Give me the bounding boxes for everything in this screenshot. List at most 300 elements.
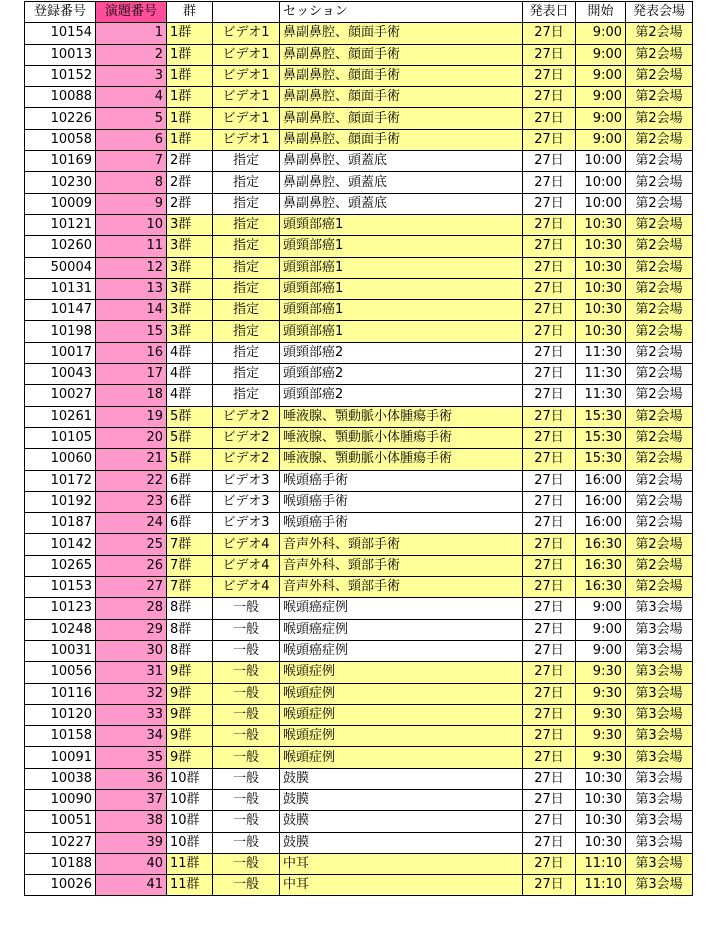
type-cell[interactable]: ビデオ1 [213,108,280,129]
registration-number-cell[interactable]: 10192 [25,491,96,512]
abstract-number-cell[interactable]: 4 [96,87,167,108]
start-time-cell[interactable]: 9:00 [576,87,626,108]
date-cell[interactable]: 27日 [523,598,576,619]
room-cell[interactable]: 第3会場 [626,640,693,661]
registration-number-cell[interactable]: 10187 [25,513,96,534]
room-cell[interactable]: 第2会場 [626,449,693,470]
group-cell[interactable]: 8群 [167,598,213,619]
start-time-cell[interactable]: 10:00 [576,172,626,193]
type-cell[interactable]: 一般 [213,619,280,640]
type-cell[interactable]: 指定 [213,342,280,363]
date-cell[interactable]: 27日 [523,640,576,661]
date-cell[interactable]: 27日 [523,683,576,704]
session-cell[interactable]: 喉頭癌手術 [280,513,523,534]
session-cell[interactable]: 音声外科、頸部手術 [280,577,523,598]
session-cell[interactable]: 中耳 [280,875,523,896]
room-cell[interactable]: 第2会場 [626,364,693,385]
date-cell[interactable]: 27日 [523,364,576,385]
group-cell[interactable]: 3群 [167,236,213,257]
date-cell[interactable]: 27日 [523,236,576,257]
room-cell[interactable]: 第2会場 [626,406,693,427]
abstract-number-cell[interactable]: 32 [96,683,167,704]
start-time-cell[interactable]: 9:00 [576,619,626,640]
abstract-number-cell[interactable]: 19 [96,406,167,427]
registration-number-cell[interactable]: 10226 [25,108,96,129]
registration-number-cell[interactable]: 10043 [25,364,96,385]
session-cell[interactable]: 鼻副鼻腔、頭蓋底 [280,193,523,214]
date-cell[interactable]: 27日 [523,832,576,853]
group-cell[interactable]: 9群 [167,662,213,683]
session-cell[interactable]: 喉頭症例 [280,662,523,683]
start-time-cell[interactable]: 9:00 [576,108,626,129]
room-cell[interactable]: 第3会場 [626,832,693,853]
session-cell[interactable]: 鼻副鼻腔、顔面手術 [280,129,523,150]
group-cell[interactable]: 1群 [167,87,213,108]
start-time-cell[interactable]: 9:00 [576,598,626,619]
abstract-number-cell[interactable]: 15 [96,321,167,342]
session-cell[interactable]: 鼓膜 [280,811,523,832]
session-cell[interactable]: 喉頭症例 [280,747,523,768]
abstract-number-cell[interactable]: 6 [96,129,167,150]
abstract-number-cell[interactable]: 17 [96,364,167,385]
group-cell[interactable]: 9群 [167,704,213,725]
start-time-cell[interactable]: 9:30 [576,683,626,704]
type-cell[interactable]: ビデオ4 [213,534,280,555]
room-cell[interactable]: 第2会場 [626,108,693,129]
type-cell[interactable]: 指定 [213,257,280,278]
start-time-cell[interactable]: 16:00 [576,491,626,512]
date-cell[interactable]: 27日 [523,577,576,598]
start-time-cell[interactable]: 9:00 [576,44,626,65]
registration-number-cell[interactable]: 10227 [25,832,96,853]
room-cell[interactable]: 第3会場 [626,683,693,704]
type-cell[interactable]: 指定 [213,193,280,214]
date-cell[interactable]: 27日 [523,300,576,321]
date-cell[interactable]: 27日 [523,23,576,44]
room-cell[interactable]: 第2会場 [626,470,693,491]
abstract-number-cell[interactable]: 12 [96,257,167,278]
registration-number-cell[interactable]: 10158 [25,726,96,747]
registration-number-cell[interactable]: 10031 [25,640,96,661]
session-cell[interactable]: 喉頭癌手術 [280,470,523,491]
date-cell[interactable]: 27日 [523,534,576,555]
start-time-cell[interactable]: 16:00 [576,513,626,534]
group-cell[interactable]: 1群 [167,129,213,150]
room-cell[interactable]: 第2会場 [626,385,693,406]
group-cell[interactable]: 10群 [167,789,213,810]
group-cell[interactable]: 6群 [167,491,213,512]
registration-number-cell[interactable]: 10169 [25,151,96,172]
session-cell[interactable]: 鼓膜 [280,832,523,853]
type-cell[interactable]: 指定 [213,214,280,235]
room-cell[interactable]: 第2会場 [626,151,693,172]
abstract-number-cell[interactable]: 38 [96,811,167,832]
start-time-cell[interactable]: 10:30 [576,768,626,789]
group-cell[interactable]: 10群 [167,811,213,832]
registration-number-cell[interactable]: 10154 [25,23,96,44]
room-cell[interactable]: 第3会場 [626,598,693,619]
start-time-cell[interactable]: 11:30 [576,364,626,385]
date-cell[interactable]: 27日 [523,662,576,683]
registration-number-cell[interactable]: 50004 [25,257,96,278]
start-time-cell[interactable]: 10:30 [576,278,626,299]
date-cell[interactable]: 27日 [523,811,576,832]
registration-number-cell[interactable]: 10123 [25,598,96,619]
registration-number-cell[interactable]: 10017 [25,342,96,363]
registration-number-cell[interactable]: 10058 [25,129,96,150]
date-cell[interactable]: 27日 [523,214,576,235]
session-cell[interactable]: 喉頭症例 [280,704,523,725]
session-cell[interactable]: 鼻副鼻腔、頭蓋底 [280,151,523,172]
group-cell[interactable]: 6群 [167,470,213,491]
start-time-cell[interactable]: 9:30 [576,747,626,768]
registration-number-cell[interactable]: 10051 [25,811,96,832]
abstract-number-cell[interactable]: 41 [96,875,167,896]
session-cell[interactable]: 喉頭癌症例 [280,598,523,619]
abstract-number-cell[interactable]: 33 [96,704,167,725]
start-time-cell[interactable]: 9:30 [576,662,626,683]
room-cell[interactable]: 第2会場 [626,214,693,235]
type-cell[interactable]: 指定 [213,321,280,342]
room-cell[interactable]: 第2会場 [626,577,693,598]
type-cell[interactable]: ビデオ2 [213,427,280,448]
session-cell[interactable]: 頭頸部癌2 [280,385,523,406]
registration-number-cell[interactable]: 10091 [25,747,96,768]
room-cell[interactable]: 第2会場 [626,172,693,193]
group-cell[interactable]: 9群 [167,747,213,768]
room-cell[interactable]: 第2会場 [626,193,693,214]
group-cell[interactable]: 4群 [167,385,213,406]
abstract-number-cell[interactable]: 22 [96,470,167,491]
session-cell[interactable]: 喉頭癌手術 [280,491,523,512]
group-cell[interactable]: 11群 [167,875,213,896]
abstract-number-cell[interactable]: 37 [96,789,167,810]
session-cell[interactable]: 鼓膜 [280,789,523,810]
registration-number-cell[interactable]: 10188 [25,853,96,874]
type-cell[interactable]: 一般 [213,811,280,832]
room-cell[interactable]: 第3会場 [626,875,693,896]
room-cell[interactable]: 第3会場 [626,853,693,874]
registration-number-cell[interactable]: 10152 [25,65,96,86]
session-cell[interactable]: 唾液腺、顎動脈小体腫瘍手術 [280,406,523,427]
group-cell[interactable]: 3群 [167,321,213,342]
group-cell[interactable]: 8群 [167,640,213,661]
date-cell[interactable]: 27日 [523,342,576,363]
type-cell[interactable]: ビデオ4 [213,555,280,576]
type-cell[interactable]: 指定 [213,172,280,193]
registration-number-cell[interactable]: 10230 [25,172,96,193]
type-cell[interactable]: ビデオ2 [213,406,280,427]
type-cell[interactable]: ビデオ1 [213,65,280,86]
room-cell[interactable]: 第2会場 [626,65,693,86]
start-time-cell[interactable]: 9:00 [576,640,626,661]
registration-number-cell[interactable]: 10009 [25,193,96,214]
group-cell[interactable]: 2群 [167,151,213,172]
room-cell[interactable]: 第3会場 [626,789,693,810]
session-cell[interactable]: 頭頸部癌1 [280,214,523,235]
registration-number-cell[interactable]: 10060 [25,449,96,470]
group-cell[interactable]: 6群 [167,513,213,534]
session-cell[interactable]: 鼻副鼻腔、顔面手術 [280,108,523,129]
room-cell[interactable]: 第2会場 [626,44,693,65]
abstract-number-cell[interactable]: 31 [96,662,167,683]
start-time-cell[interactable]: 15:30 [576,406,626,427]
registration-number-cell[interactable]: 10121 [25,214,96,235]
start-time-cell[interactable]: 11:30 [576,342,626,363]
group-cell[interactable]: 3群 [167,278,213,299]
date-cell[interactable]: 27日 [523,726,576,747]
start-time-cell[interactable]: 10:30 [576,832,626,853]
room-cell[interactable]: 第3会場 [626,768,693,789]
type-cell[interactable]: 指定 [213,385,280,406]
group-cell[interactable]: 4群 [167,364,213,385]
abstract-number-cell[interactable]: 39 [96,832,167,853]
start-time-cell[interactable]: 10:30 [576,789,626,810]
type-cell[interactable]: ビデオ1 [213,87,280,108]
start-time-cell[interactable]: 10:30 [576,300,626,321]
start-time-cell[interactable]: 10:30 [576,236,626,257]
abstract-number-cell[interactable]: 13 [96,278,167,299]
registration-number-cell[interactable]: 10147 [25,300,96,321]
type-cell[interactable]: 指定 [213,278,280,299]
registration-number-cell[interactable]: 10090 [25,789,96,810]
type-cell[interactable]: 一般 [213,640,280,661]
registration-number-cell[interactable]: 10105 [25,427,96,448]
group-cell[interactable]: 8群 [167,619,213,640]
registration-number-cell[interactable]: 10116 [25,683,96,704]
room-cell[interactable]: 第3会場 [626,747,693,768]
start-time-cell[interactable]: 9:30 [576,704,626,725]
session-cell[interactable]: 頭頸部癌1 [280,300,523,321]
room-cell[interactable]: 第2会場 [626,129,693,150]
type-cell[interactable]: 一般 [213,853,280,874]
header-start-time[interactable]: 開始 [576,2,626,23]
registration-number-cell[interactable]: 10131 [25,278,96,299]
room-cell[interactable]: 第2会場 [626,427,693,448]
registration-number-cell[interactable]: 10056 [25,662,96,683]
type-cell[interactable]: ビデオ1 [213,129,280,150]
group-cell[interactable]: 9群 [167,726,213,747]
group-cell[interactable]: 5群 [167,449,213,470]
header-group[interactable]: 群 [167,2,213,23]
abstract-number-cell[interactable]: 11 [96,236,167,257]
type-cell[interactable]: ビデオ1 [213,23,280,44]
group-cell[interactable]: 4群 [167,342,213,363]
room-cell[interactable]: 第2会場 [626,534,693,555]
group-cell[interactable]: 3群 [167,300,213,321]
date-cell[interactable]: 27日 [523,65,576,86]
abstract-number-cell[interactable]: 5 [96,108,167,129]
session-cell[interactable]: 頭頸部癌1 [280,278,523,299]
session-cell[interactable]: 鼻副鼻腔、顔面手術 [280,23,523,44]
type-cell[interactable]: ビデオ4 [213,577,280,598]
room-cell[interactable]: 第2会場 [626,300,693,321]
date-cell[interactable]: 27日 [523,129,576,150]
date-cell[interactable]: 27日 [523,875,576,896]
session-cell[interactable]: 頭頸部癌1 [280,321,523,342]
group-cell[interactable]: 7群 [167,555,213,576]
header-abstract-number[interactable]: 演題番号 [96,2,167,23]
type-cell[interactable]: 一般 [213,598,280,619]
date-cell[interactable]: 27日 [523,768,576,789]
abstract-number-cell[interactable]: 28 [96,598,167,619]
room-cell[interactable]: 第2会場 [626,555,693,576]
date-cell[interactable]: 27日 [523,470,576,491]
start-time-cell[interactable]: 15:30 [576,449,626,470]
date-cell[interactable]: 27日 [523,853,576,874]
group-cell[interactable]: 3群 [167,257,213,278]
start-time-cell[interactable]: 9:30 [576,726,626,747]
session-cell[interactable]: 頭頸部癌1 [280,257,523,278]
room-cell[interactable]: 第2会場 [626,87,693,108]
room-cell[interactable]: 第3会場 [626,726,693,747]
registration-number-cell[interactable]: 10260 [25,236,96,257]
start-time-cell[interactable]: 16:30 [576,555,626,576]
registration-number-cell[interactable]: 10142 [25,534,96,555]
group-cell[interactable]: 7群 [167,534,213,555]
date-cell[interactable]: 27日 [523,278,576,299]
start-time-cell[interactable]: 16:30 [576,534,626,555]
session-cell[interactable]: 喉頭癌症例 [280,619,523,640]
start-time-cell[interactable]: 11:10 [576,853,626,874]
date-cell[interactable]: 27日 [523,491,576,512]
type-cell[interactable]: 一般 [213,768,280,789]
room-cell[interactable]: 第2会場 [626,236,693,257]
abstract-number-cell[interactable]: 35 [96,747,167,768]
session-cell[interactable]: 鼓膜 [280,768,523,789]
start-time-cell[interactable]: 9:00 [576,23,626,44]
header-type[interactable] [213,2,280,23]
header-presentation-date[interactable]: 発表日 [523,2,576,23]
type-cell[interactable]: 一般 [213,683,280,704]
group-cell[interactable]: 5群 [167,427,213,448]
date-cell[interactable]: 27日 [523,172,576,193]
header-session[interactable]: セッション [280,2,523,23]
session-cell[interactable]: 唾液腺、顎動脈小体腫瘍手術 [280,449,523,470]
group-cell[interactable]: 5群 [167,406,213,427]
abstract-number-cell[interactable]: 14 [96,300,167,321]
registration-number-cell[interactable]: 10153 [25,577,96,598]
session-cell[interactable]: 音声外科、頸部手術 [280,534,523,555]
date-cell[interactable]: 27日 [523,151,576,172]
room-cell[interactable]: 第3会場 [626,811,693,832]
start-time-cell[interactable]: 10:30 [576,321,626,342]
group-cell[interactable]: 1群 [167,65,213,86]
abstract-number-cell[interactable]: 36 [96,768,167,789]
group-cell[interactable]: 1群 [167,44,213,65]
date-cell[interactable]: 27日 [523,406,576,427]
date-cell[interactable]: 27日 [523,108,576,129]
abstract-number-cell[interactable]: 24 [96,513,167,534]
date-cell[interactable]: 27日 [523,555,576,576]
date-cell[interactable]: 27日 [523,44,576,65]
date-cell[interactable]: 27日 [523,193,576,214]
group-cell[interactable]: 3群 [167,214,213,235]
group-cell[interactable]: 9群 [167,683,213,704]
session-cell[interactable]: 鼻副鼻腔、頭蓋底 [280,172,523,193]
date-cell[interactable]: 27日 [523,513,576,534]
date-cell[interactable]: 27日 [523,427,576,448]
registration-number-cell[interactable]: 10172 [25,470,96,491]
date-cell[interactable]: 27日 [523,87,576,108]
abstract-number-cell[interactable]: 27 [96,577,167,598]
type-cell[interactable]: 指定 [213,151,280,172]
type-cell[interactable]: ビデオ3 [213,513,280,534]
abstract-number-cell[interactable]: 30 [96,640,167,661]
abstract-number-cell[interactable]: 9 [96,193,167,214]
type-cell[interactable]: 指定 [213,236,280,257]
abstract-number-cell[interactable]: 1 [96,23,167,44]
type-cell[interactable]: ビデオ1 [213,44,280,65]
abstract-number-cell[interactable]: 21 [96,449,167,470]
room-cell[interactable]: 第2会場 [626,491,693,512]
date-cell[interactable]: 27日 [523,257,576,278]
group-cell[interactable]: 2群 [167,193,213,214]
header-registration-number[interactable]: 登録番号 [25,2,96,23]
date-cell[interactable]: 27日 [523,747,576,768]
registration-number-cell[interactable]: 10013 [25,44,96,65]
abstract-number-cell[interactable]: 20 [96,427,167,448]
type-cell[interactable]: 一般 [213,704,280,725]
room-cell[interactable]: 第2会場 [626,23,693,44]
room-cell[interactable]: 第2会場 [626,257,693,278]
start-time-cell[interactable]: 10:00 [576,193,626,214]
session-cell[interactable]: 鼻副鼻腔、顔面手術 [280,44,523,65]
start-time-cell[interactable]: 16:30 [576,577,626,598]
group-cell[interactable]: 1群 [167,108,213,129]
registration-number-cell[interactable]: 10038 [25,768,96,789]
abstract-number-cell[interactable]: 25 [96,534,167,555]
abstract-number-cell[interactable]: 10 [96,214,167,235]
type-cell[interactable]: 指定 [213,364,280,385]
start-time-cell[interactable]: 11:30 [576,385,626,406]
start-time-cell[interactable]: 16:00 [576,470,626,491]
header-presentation-room[interactable]: 発表会場 [626,2,693,23]
group-cell[interactable]: 2群 [167,172,213,193]
abstract-number-cell[interactable]: 18 [96,385,167,406]
registration-number-cell[interactable]: 10088 [25,87,96,108]
room-cell[interactable]: 第2会場 [626,278,693,299]
session-cell[interactable]: 頭頸部癌2 [280,364,523,385]
registration-number-cell[interactable]: 10265 [25,555,96,576]
start-time-cell[interactable]: 11:10 [576,875,626,896]
abstract-number-cell[interactable]: 40 [96,853,167,874]
abstract-number-cell[interactable]: 8 [96,172,167,193]
type-cell[interactable]: 一般 [213,747,280,768]
date-cell[interactable]: 27日 [523,321,576,342]
type-cell[interactable]: 一般 [213,662,280,683]
registration-number-cell[interactable]: 10261 [25,406,96,427]
registration-number-cell[interactable]: 10120 [25,704,96,725]
session-cell[interactable]: 頭頸部癌1 [280,236,523,257]
abstract-number-cell[interactable]: 29 [96,619,167,640]
date-cell[interactable]: 27日 [523,385,576,406]
session-cell[interactable]: 鼻副鼻腔、顔面手術 [280,65,523,86]
session-cell[interactable]: 喉頭症例 [280,683,523,704]
date-cell[interactable]: 27日 [523,619,576,640]
start-time-cell[interactable]: 10:30 [576,811,626,832]
start-time-cell[interactable]: 10:00 [576,151,626,172]
start-time-cell[interactable]: 15:30 [576,427,626,448]
start-time-cell[interactable]: 10:30 [576,214,626,235]
start-time-cell[interactable]: 9:00 [576,129,626,150]
group-cell[interactable]: 11群 [167,853,213,874]
type-cell[interactable]: ビデオ2 [213,449,280,470]
date-cell[interactable]: 27日 [523,789,576,810]
session-cell[interactable]: 鼻副鼻腔、顔面手術 [280,87,523,108]
abstract-number-cell[interactable]: 7 [96,151,167,172]
session-cell[interactable]: 喉頭癌症例 [280,640,523,661]
